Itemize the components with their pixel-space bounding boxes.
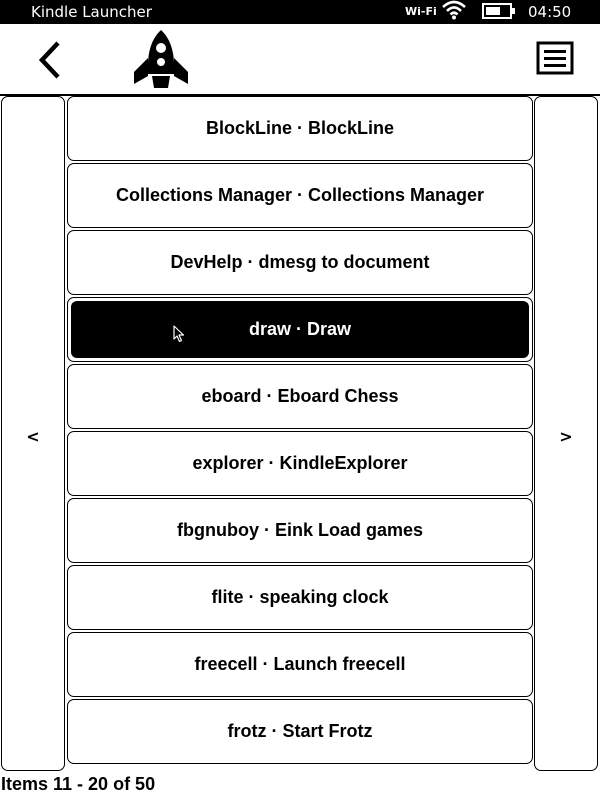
list-item[interactable] (67, 364, 533, 429)
status-title: Kindle Launcher (31, 3, 152, 21)
status-bar (0, 0, 600, 24)
prev-page-label: < (26, 427, 40, 446)
list-item[interactable] (67, 163, 533, 228)
list-item-label: Collections Manager · Collections Manager (115, 185, 485, 205)
menu-icon (533, 40, 577, 76)
list-item[interactable] (67, 565, 533, 630)
list-item-selected[interactable] (67, 297, 533, 362)
battery-icon (482, 3, 516, 19)
wifi-label: Wi-Fi (405, 5, 437, 18)
list-item-label: frotz · Start Frotz (227, 721, 373, 741)
mouse-cursor-icon (173, 325, 185, 343)
list-item-label: explorer · KindleExplorer (192, 453, 408, 473)
next-page-button[interactable] (534, 96, 598, 771)
list-item-label: fbgnuboy · Eink Load games (176, 520, 423, 540)
next-page-label: > (559, 427, 573, 446)
status-time: 04:50 (528, 3, 572, 21)
list-item[interactable] (67, 498, 533, 563)
list-item[interactable] (67, 632, 533, 697)
list-item-label: DevHelp · dmesg to document (170, 252, 430, 272)
wifi-icon (441, 0, 467, 20)
list-item-label: flite · speaking clock (211, 587, 389, 607)
list-item[interactable] (67, 230, 533, 295)
list-item[interactable] (67, 431, 533, 496)
prev-page-button[interactable] (1, 96, 65, 771)
list-item[interactable] (67, 96, 533, 161)
app-list (67, 96, 533, 766)
items-count: Items 11 - 20 of 50 (1, 774, 156, 794)
toolbar (0, 24, 600, 96)
back-button[interactable] (28, 38, 72, 82)
list-item-label: freecell · Launch freecell (194, 654, 406, 674)
list-item-label: BlockLine · BlockLine (205, 118, 395, 138)
list-item-label: draw · Draw (248, 319, 352, 339)
rocket-icon (128, 28, 194, 90)
back-icon (28, 38, 72, 82)
list-item[interactable] (67, 699, 533, 764)
menu-button[interactable] (533, 40, 577, 76)
list-item-label: eboard · Eboard Chess (201, 386, 399, 406)
